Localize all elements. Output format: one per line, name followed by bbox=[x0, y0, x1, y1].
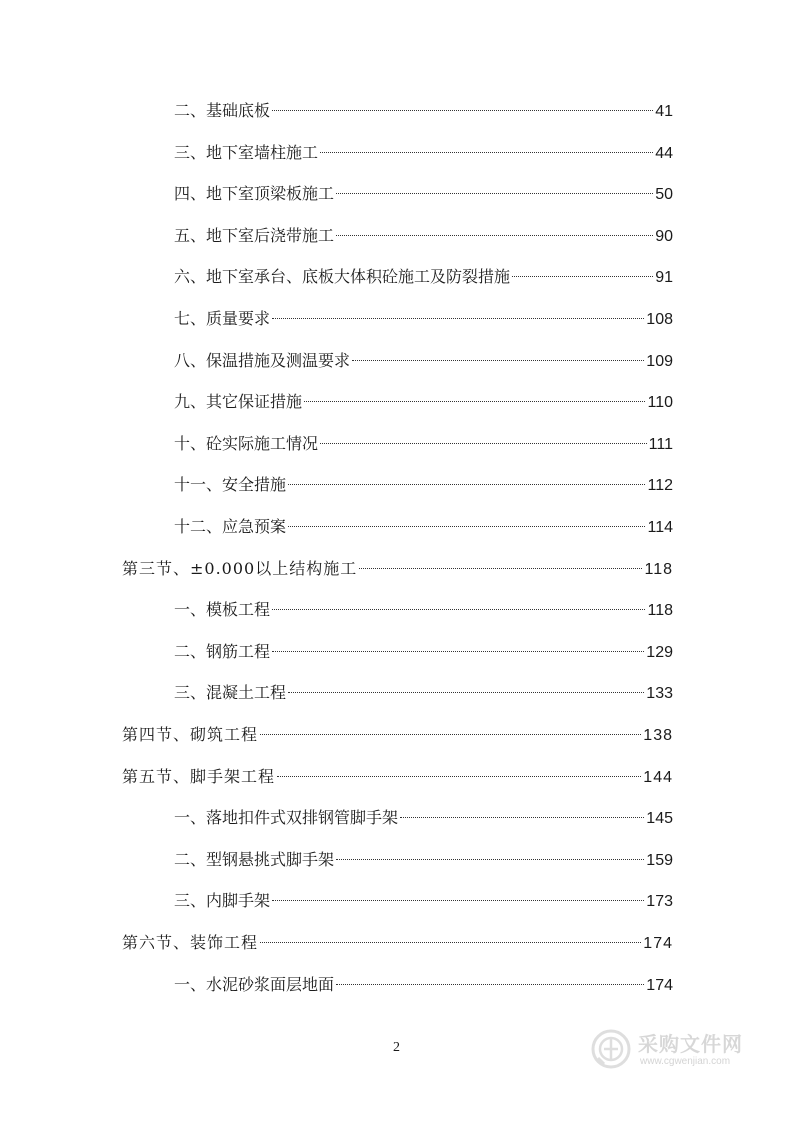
toc-entry[interactable] bbox=[174, 221, 673, 251]
cgwenjian-logo-icon bbox=[590, 1028, 632, 1070]
watermark-name: 采购文件网 bbox=[638, 1032, 743, 1056]
toc-leader-dots bbox=[272, 651, 644, 652]
toc-leader-dots bbox=[320, 152, 653, 153]
toc-entry[interactable] bbox=[174, 346, 673, 376]
toc-entry-title: 九、其它保证措施 bbox=[174, 392, 303, 412]
toc-entry-title: 五、地下室后浇带施工 bbox=[174, 225, 335, 245]
toc-entry-page: 109 bbox=[646, 352, 673, 370]
toc-entry-title: 第五节、脚手架工程 bbox=[122, 766, 276, 786]
toc-leader-dots bbox=[272, 318, 644, 319]
toc-leader-dots bbox=[304, 401, 645, 402]
toc-entry[interactable] bbox=[174, 138, 673, 168]
toc-entry[interactable] bbox=[174, 387, 673, 417]
toc-entry[interactable] bbox=[174, 512, 673, 542]
toc-entry-page: 90 bbox=[655, 227, 673, 245]
toc-entry-page: 111 bbox=[648, 435, 673, 453]
toc-entry-title: 二、型钢悬挑式脚手架 bbox=[174, 849, 335, 869]
toc-entry-title: 十二、应急预案 bbox=[174, 517, 287, 536]
toc-leader-dots bbox=[272, 609, 645, 610]
toc-entry-title: 六、地下室承台、底板大体积砼施工及防裂措施 bbox=[174, 267, 511, 287]
toc-entry-page: 91 bbox=[655, 269, 673, 287]
toc-entry[interactable] bbox=[122, 928, 673, 958]
toc-entry-page: 129 bbox=[646, 643, 673, 661]
toc-leader-dots bbox=[288, 484, 645, 485]
toc-entry-page: 118 bbox=[647, 602, 673, 620]
toc-entry[interactable] bbox=[174, 304, 673, 334]
toc-entry-title: 一、落地扣件式双排钢管脚手架 bbox=[174, 808, 399, 828]
toc-entry-page: 44 bbox=[655, 144, 673, 162]
toc-entry[interactable] bbox=[122, 762, 673, 792]
toc-entry-title: 十一、安全措施 bbox=[174, 475, 287, 495]
toc-leader-dots bbox=[272, 900, 644, 901]
toc-entry-page: 138 bbox=[643, 727, 673, 744]
toc-leader-dots bbox=[336, 984, 644, 985]
toc-leader-dots bbox=[320, 443, 647, 444]
toc-entry[interactable] bbox=[174, 470, 673, 500]
toc-entry[interactable] bbox=[174, 96, 673, 126]
page-number: 2 bbox=[393, 1040, 400, 1055]
toc-entry[interactable] bbox=[174, 678, 673, 708]
toc-leader-dots bbox=[336, 859, 644, 860]
toc-entry-page: 114 bbox=[647, 519, 673, 536]
toc-entry-title: 七、质量要求 bbox=[174, 309, 271, 328]
toc-leader-dots bbox=[272, 110, 653, 111]
toc-entry-page: 112 bbox=[647, 477, 673, 495]
toc-entry-title: 一、水泥砂浆面层地面 bbox=[174, 974, 335, 994]
toc-entry[interactable] bbox=[174, 637, 673, 667]
toc-entry[interactable] bbox=[174, 970, 673, 1000]
toc-entry[interactable] bbox=[174, 595, 673, 625]
toc-entry-page: 145 bbox=[646, 810, 673, 828]
toc-leader-dots bbox=[512, 276, 653, 277]
toc-entry-page: 173 bbox=[646, 893, 673, 911]
toc-entry-page: 41 bbox=[655, 103, 673, 120]
toc-entry[interactable] bbox=[174, 429, 673, 459]
toc-entry-title: 二、钢筋工程 bbox=[174, 641, 271, 661]
toc-entry-page: 174 bbox=[646, 976, 673, 994]
toc-leader-dots bbox=[400, 817, 644, 818]
toc-entry-title: 三、混凝土工程 bbox=[174, 683, 287, 703]
toc-entry-title: 第三节、±0.000以上结构施工 bbox=[122, 558, 358, 578]
toc-entry-title: 三、内脚手架 bbox=[174, 891, 271, 911]
toc-entry-page: 118 bbox=[644, 560, 673, 578]
toc-entry-page: 144 bbox=[643, 768, 673, 786]
toc-entry-page: 133 bbox=[646, 685, 673, 703]
toc-entry[interactable] bbox=[122, 720, 673, 750]
watermark-url: www.cgwenjian.com bbox=[640, 1056, 731, 1067]
toc-entry-title: 第四节、砌筑工程 bbox=[122, 725, 259, 744]
toc-leader-dots bbox=[288, 526, 645, 527]
toc-entry-title: 八、保温措施及测温要求 bbox=[174, 350, 351, 370]
toc-leader-dots bbox=[359, 568, 642, 569]
toc-leader-dots bbox=[288, 692, 644, 693]
toc-entry[interactable] bbox=[174, 262, 673, 292]
toc-entry-title: 二、基础底板 bbox=[174, 101, 271, 120]
toc-leader-dots bbox=[336, 193, 653, 194]
toc-entry[interactable] bbox=[174, 179, 673, 209]
watermark bbox=[590, 1026, 760, 1072]
toc-entry[interactable] bbox=[174, 845, 673, 875]
toc-entry-page: 174 bbox=[643, 935, 673, 952]
toc-leader-dots bbox=[336, 235, 653, 236]
toc-entry-page: 110 bbox=[647, 394, 673, 412]
toc-entry[interactable] bbox=[174, 803, 673, 833]
toc-entry-title: 一、模板工程 bbox=[174, 600, 271, 620]
toc-entry[interactable] bbox=[122, 554, 673, 584]
toc-leader-dots bbox=[260, 942, 641, 943]
toc-leader-dots bbox=[277, 776, 641, 777]
toc-entry-page: 159 bbox=[646, 851, 673, 869]
toc-entry[interactable] bbox=[174, 886, 673, 916]
toc-entry-page: 108 bbox=[646, 311, 673, 328]
toc-leader-dots bbox=[352, 360, 644, 361]
toc-entry-page: 50 bbox=[655, 186, 673, 204]
toc-entry-title: 四、地下室顶梁板施工 bbox=[174, 184, 335, 204]
toc-entry-title: 第六节、装饰工程 bbox=[122, 933, 259, 952]
toc-entry-title: 三、地下室墙柱施工 bbox=[174, 142, 319, 162]
toc-entry-title: 十、砼实际施工情况 bbox=[174, 433, 319, 453]
toc-leader-dots bbox=[260, 734, 641, 735]
